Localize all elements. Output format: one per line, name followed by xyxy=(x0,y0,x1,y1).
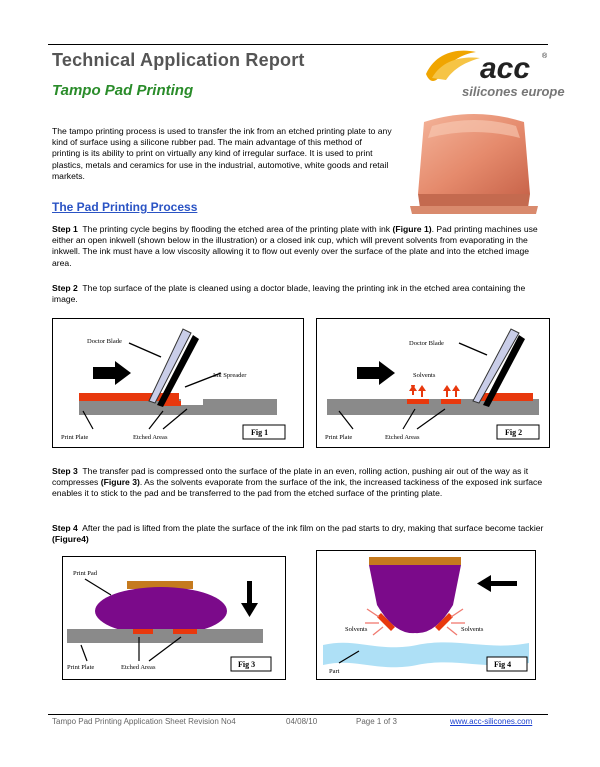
footer-doc-title: Tampo Pad Printing Application Sheet Revision No4 xyxy=(52,717,236,726)
fig3-print-pad-shape xyxy=(95,587,227,635)
step1-text-a: The printing cycle begins by flooding the etched area of the printing plate with ink xyxy=(82,224,393,234)
fig4-print-pad-shape xyxy=(369,565,461,633)
footer-rule xyxy=(48,714,548,715)
step3-text-b: . As the solvents evaporate from the surface of the ink, the increased tackiness of the exposed ink surface enables it to stick to the pad and be transferred to the pad from the etched surface of the printing plate. xyxy=(52,477,543,499)
fig3-etched-areas-label: Etched Areas xyxy=(121,664,156,671)
footer-date: 04/08/10 xyxy=(286,717,318,726)
fig4-label: Fig 4 xyxy=(494,660,512,669)
report-title: Technical Application Report xyxy=(52,50,305,70)
footer-website-link[interactable]: www.acc-silicones.com xyxy=(450,717,533,726)
fig3-down-arrow-head xyxy=(241,603,258,617)
step3-text-a: The transfer pad is compressed onto the surface of the plate in an even, rolling action, pushing air out of the way as it compresses xyxy=(52,466,529,488)
fig1-label: Fig 1 xyxy=(251,428,269,437)
silicone-pad-photo xyxy=(404,108,544,216)
fig1-direction-arrow xyxy=(93,361,131,385)
step1-figure-ref: (Figure 1) xyxy=(392,224,432,234)
fig4-solvents-left-label: Solvents xyxy=(345,626,368,633)
fig1-doctor-blade-label: Doctor Blade xyxy=(87,338,122,345)
fig2-solvent-arrows xyxy=(409,385,460,397)
fig3-print-plate-shape xyxy=(67,629,263,643)
fig1-etched-areas-label: Etched Areas xyxy=(133,434,168,441)
report-subtitle: Tampo Pad Printing xyxy=(52,82,194,99)
header-rule xyxy=(48,44,548,45)
fig4-part-label: Part xyxy=(329,668,340,675)
fig4-solvents-right-label: Solvents xyxy=(461,626,484,633)
figure-1 xyxy=(52,318,304,448)
logo-registered-mark: ® xyxy=(542,53,548,60)
footer-page-number: Page 1 of 3 xyxy=(356,717,397,726)
step3-figure-ref: (Figure 3) xyxy=(100,477,140,488)
step3-label: Step 3 xyxy=(52,466,78,476)
fig4-pad-mount xyxy=(369,557,461,565)
fig1-print-plate-label: Print Plate xyxy=(61,434,89,441)
fig2-print-plate-shape xyxy=(327,399,539,415)
fig2-etched-ink-2 xyxy=(441,399,461,404)
fig2-etched-ink-1 xyxy=(407,399,429,404)
step1-label: Step 1 xyxy=(52,224,78,234)
step4-label: Step 4 xyxy=(52,523,78,533)
logo-subtext: silicones europe xyxy=(462,84,565,99)
fig2-print-plate-label: Print Plate xyxy=(325,434,353,441)
fig3-down-arrow-shaft xyxy=(247,581,252,605)
fig2-doctor-blade-label: Doctor Blade xyxy=(409,340,444,347)
fig3-etched-ink-1 xyxy=(133,629,153,634)
step2-paragraph xyxy=(52,283,547,305)
fig3-label: Fig 3 xyxy=(238,660,256,669)
step3-paragraph xyxy=(52,466,547,500)
fig2-solvents-label: Solvents xyxy=(413,372,436,379)
section-title: The Pad Printing Process xyxy=(52,200,198,214)
step1-text-b: . Pad printing machines use either an open inkwell (shown below in the illustration) or a closed ink cup, which will prevent solvents from evaporating in the inkwell. The ink must have a low viscosity allowing it to flow out evenly over the surface of the plate and into the etched image area. xyxy=(52,224,538,268)
fig2-label: Fig 2 xyxy=(505,428,523,437)
step4-figure-ref: (Figure4) xyxy=(52,534,89,545)
figure-2 xyxy=(316,318,550,448)
step2-label: Step 2 xyxy=(52,283,78,293)
fig2-direction-arrow xyxy=(357,361,395,385)
logo-text: acc xyxy=(480,52,531,85)
figure-3 xyxy=(62,556,286,680)
step1-paragraph xyxy=(52,224,547,269)
fig4-arrow-head xyxy=(477,575,491,592)
step4-text-a: After the pad is lifted from the plate the surface of the ink film on the pad starts to dry, making that surface become tackier xyxy=(82,523,544,533)
figure-4 xyxy=(316,550,536,680)
intro-paragraph: The tampo printing process is used to transfer the ink from an etched printing plate to any kind of surface using a silicone rubber pad. The main advantage of this method of printing is its ability to print on virtually any kind of irregular surface. It is used to print plastics, metals and ceramics for use in the industrial, automotive, white goods and retail markets. xyxy=(52,126,392,181)
step2-text: The top surface of the plate is cleaned using a doctor blade, leaving the printing ink in the etched area containing the image. xyxy=(52,283,526,305)
fig4-arrow-shaft xyxy=(489,581,517,586)
fig2-etched-areas-label: Etched Areas xyxy=(385,434,420,441)
fig3-print-pad-label: Print Pad xyxy=(73,570,98,577)
fig2-ink-layer xyxy=(477,393,533,401)
fig1-ink-spreader-label: Ink Spreader xyxy=(213,372,247,379)
acc-logo xyxy=(418,46,565,102)
fig3-etched-ink-2 xyxy=(173,629,197,634)
fig1-etched-groove xyxy=(181,399,203,405)
fig3-print-plate-label: Print Plate xyxy=(67,664,95,671)
step4-paragraph xyxy=(52,523,547,545)
